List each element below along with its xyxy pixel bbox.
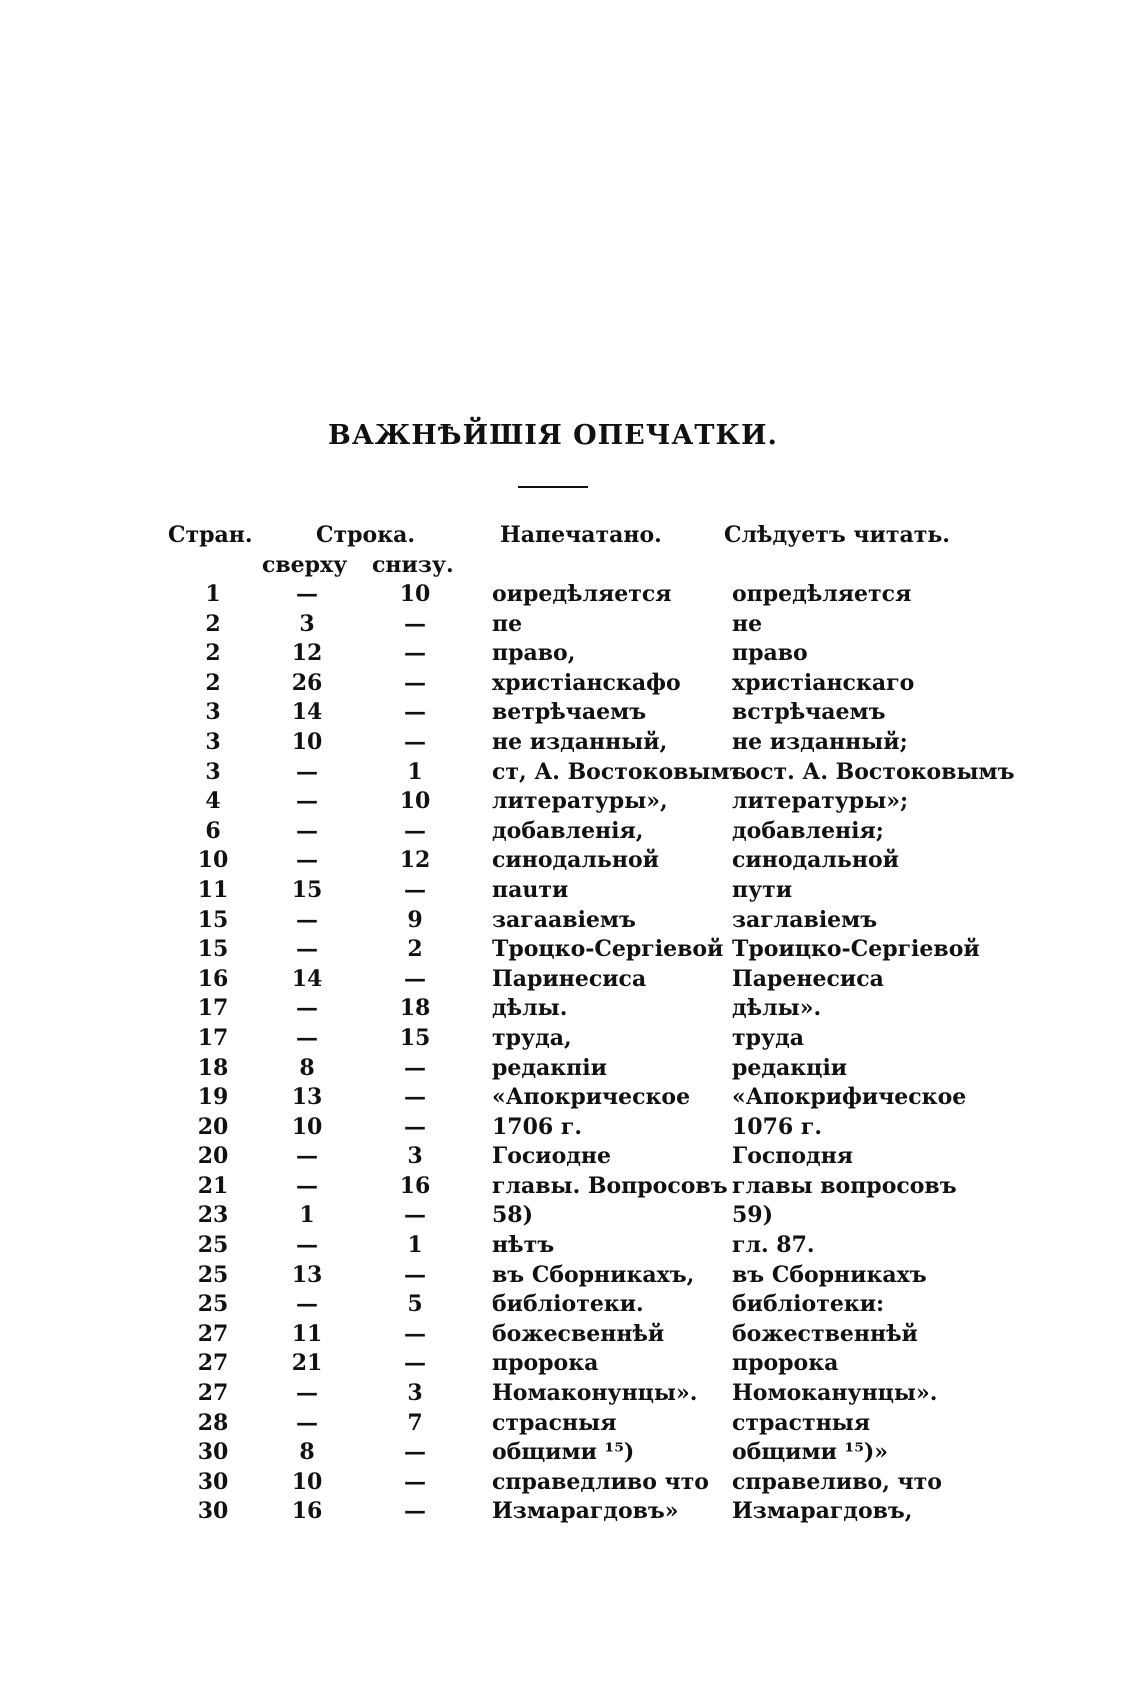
cell-page: 27	[197, 1350, 229, 1377]
cell-should-read: пути	[732, 876, 793, 903]
table-row	[0, 698, 1140, 728]
cell-printed: ст, А. Востоковымъ	[492, 758, 747, 785]
table-row	[0, 1320, 1140, 1350]
cell-from-top: —	[296, 936, 318, 963]
cell-printed: главы. Вопросовъ	[492, 1172, 728, 1199]
table-row	[0, 846, 1140, 876]
cell-should-read: редакціи	[732, 1054, 848, 1081]
cell-printed: божесвеннѣй	[492, 1320, 665, 1347]
table-row	[0, 1349, 1140, 1379]
table-row	[0, 1201, 1140, 1231]
cell-from-bottom: —	[404, 1113, 426, 1140]
cell-page: 20	[197, 1113, 229, 1140]
table-row	[0, 669, 1140, 699]
cell-printed: пе	[492, 610, 523, 637]
cell-printed: Паринесиса	[492, 965, 647, 992]
cell-from-top: 21	[291, 1350, 323, 1377]
errata-table	[0, 580, 1140, 1527]
cell-page: 2	[205, 669, 221, 696]
cell-should-read: дѣлы».	[732, 995, 822, 1022]
cell-from-bottom: 10	[399, 581, 431, 607]
cell-from-top: —	[296, 995, 318, 1022]
cell-from-top: —	[296, 1172, 318, 1199]
cell-page: 18	[197, 1054, 229, 1081]
cell-from-top: —	[296, 1380, 318, 1407]
cell-from-bottom: 16	[399, 1172, 431, 1199]
cell-from-bottom: 3	[407, 1380, 423, 1407]
cell-printed: литературы»,	[492, 788, 668, 815]
cell-from-bottom: 15	[399, 1024, 431, 1051]
page-title: ВАЖНѢЙШІЯ ОПЕЧАТКИ.	[328, 420, 778, 451]
cell-page: 11	[197, 876, 229, 903]
header-from-top: сверху	[262, 552, 348, 578]
cell-printed: ветрѣчаемъ	[492, 699, 647, 726]
cell-printed: добавленія,	[492, 817, 644, 844]
cell-page: 15	[197, 906, 229, 933]
table-row	[0, 965, 1140, 995]
cell-page: 3	[205, 699, 221, 726]
cell-printed: редакпіи	[492, 1054, 607, 1081]
cell-printed: 58)	[492, 1202, 534, 1229]
cell-from-top: 26	[291, 669, 323, 696]
cell-printed: синодальной	[492, 847, 659, 874]
cell-from-top: 14	[291, 965, 323, 992]
table-row	[0, 906, 1140, 936]
cell-page: 2	[205, 610, 221, 637]
cell-page: 3	[205, 728, 221, 755]
cell-printed: въ Сборникахъ,	[492, 1261, 695, 1288]
cell-page: 16	[197, 965, 229, 992]
table-row	[0, 610, 1140, 640]
cell-from-top: —	[296, 1291, 318, 1318]
cell-from-top: 15	[291, 876, 323, 903]
cell-should-read: страстныя	[732, 1409, 871, 1436]
table-row	[0, 580, 1140, 610]
table-row	[0, 728, 1140, 758]
table-row	[0, 1438, 1140, 1468]
cell-printed: пророка	[492, 1350, 599, 1377]
cell-should-read: опредѣляется	[732, 581, 912, 607]
cell-should-read: общими ¹⁵)»	[732, 1439, 888, 1466]
cell-should-read: сост. А. Востоковымъ	[732, 758, 1015, 785]
cell-page: 17	[197, 1024, 229, 1051]
cell-should-read: въ Сборникахъ	[732, 1261, 927, 1288]
cell-from-bottom: —	[404, 699, 426, 726]
table-row	[0, 1172, 1140, 1202]
table-row	[0, 1054, 1140, 1084]
cell-printed: библіотеки.	[492, 1291, 644, 1318]
cell-from-bottom: 12	[399, 847, 431, 874]
cell-should-read: синодальной	[732, 847, 899, 874]
header-from-bottom: снизу.	[372, 552, 454, 578]
cell-from-top: 3	[299, 610, 315, 637]
cell-should-read: добавленія;	[732, 817, 884, 844]
table-row	[0, 876, 1140, 906]
table-row	[0, 817, 1140, 847]
cell-from-bottom: —	[404, 965, 426, 992]
cell-page: 23	[197, 1202, 229, 1229]
cell-should-read: заглавіемъ	[732, 906, 878, 933]
header-page: Стран.	[168, 522, 253, 548]
cell-page: 30	[197, 1468, 229, 1495]
cell-from-bottom: 1	[407, 758, 423, 785]
cell-page: 19	[197, 1084, 229, 1111]
cell-printed: право,	[492, 640, 576, 667]
cell-page: 2	[205, 640, 221, 667]
cell-from-bottom: —	[404, 1320, 426, 1347]
cell-printed: справедливо что	[492, 1468, 709, 1495]
cell-from-top: —	[296, 1024, 318, 1051]
cell-from-bottom: 1	[407, 1232, 423, 1259]
cell-from-bottom: —	[404, 1084, 426, 1111]
cell-from-top: —	[296, 788, 318, 815]
cell-from-bottom: —	[404, 728, 426, 755]
cell-page: 15	[197, 936, 229, 963]
cell-should-read: не изданный;	[732, 728, 908, 755]
table-row	[0, 1024, 1140, 1054]
cell-printed: христіанскафо	[492, 669, 681, 696]
table-row	[0, 1409, 1140, 1439]
cell-page: 1	[205, 581, 221, 607]
header-should-read: Слѣдуетъ читать.	[724, 522, 950, 548]
header-line: Строка.	[316, 522, 415, 548]
table-row	[0, 1497, 1140, 1527]
cell-from-bottom: 5	[407, 1291, 423, 1318]
cell-from-bottom: —	[404, 1439, 426, 1466]
table-row	[0, 639, 1140, 669]
cell-page: 30	[197, 1439, 229, 1466]
title-rule	[518, 486, 588, 488]
table-row	[0, 1468, 1140, 1498]
cell-from-bottom: —	[404, 1498, 426, 1525]
cell-from-bottom: —	[404, 1054, 426, 1081]
cell-from-bottom: 7	[407, 1409, 423, 1436]
cell-should-read: справеливо, что	[732, 1468, 942, 1495]
table-row	[0, 1142, 1140, 1172]
header-printed: Напечатано.	[500, 522, 662, 548]
cell-from-bottom: —	[404, 610, 426, 637]
cell-should-read: труда	[732, 1024, 805, 1051]
cell-printed: труда,	[492, 1024, 572, 1051]
cell-page: 27	[197, 1320, 229, 1347]
cell-printed: дѣлы.	[492, 995, 568, 1022]
cell-from-top: 16	[291, 1498, 323, 1525]
cell-from-top: —	[296, 1143, 318, 1170]
cell-from-top: 10	[291, 728, 323, 755]
cell-from-bottom: —	[404, 669, 426, 696]
cell-page: 25	[197, 1291, 229, 1318]
cell-printed: Троцко-Сергіевой	[492, 936, 724, 963]
cell-should-read: гл. 87.	[732, 1232, 815, 1259]
cell-page: 10	[197, 847, 229, 874]
cell-printed: оиредѣляется	[492, 581, 672, 607]
table-row	[0, 1261, 1140, 1291]
cell-should-read: литературы»;	[732, 788, 909, 815]
cell-printed: Госиодне	[492, 1143, 612, 1170]
cell-page: 4	[205, 788, 221, 815]
cell-from-bottom: —	[404, 1261, 426, 1288]
cell-should-read: встрѣчаемъ	[732, 699, 886, 726]
table-row	[0, 758, 1140, 788]
cell-printed: нѣтъ	[492, 1232, 555, 1259]
cell-printed: «Апокрическое	[492, 1084, 691, 1111]
cell-printed: не изданный,	[492, 728, 668, 755]
cell-from-top: —	[296, 1409, 318, 1436]
cell-printed: Номаконунцы».	[492, 1380, 698, 1407]
cell-from-bottom: 2	[407, 936, 423, 963]
cell-page: 25	[197, 1232, 229, 1259]
cell-page: 21	[197, 1172, 229, 1199]
cell-from-bottom: 10	[399, 788, 431, 815]
cell-from-bottom: —	[404, 640, 426, 667]
cell-page: 20	[197, 1143, 229, 1170]
cell-page: 28	[197, 1409, 229, 1436]
cell-from-bottom: 9	[407, 906, 423, 933]
cell-should-read: право	[732, 640, 808, 667]
cell-from-top: 10	[291, 1113, 323, 1140]
table-row	[0, 994, 1140, 1024]
cell-printed: загаавіемъ	[492, 906, 636, 933]
cell-from-top: 1	[299, 1202, 315, 1229]
cell-from-bottom: 18	[399, 995, 431, 1022]
cell-from-bottom: —	[404, 1202, 426, 1229]
cell-should-read: не	[732, 610, 763, 637]
cell-should-read: 59)	[732, 1202, 774, 1229]
cell-from-bottom: —	[404, 1350, 426, 1377]
cell-should-read: Измарагдовъ,	[732, 1498, 913, 1525]
cell-from-bottom: —	[404, 876, 426, 903]
cell-from-top: 14	[291, 699, 323, 726]
cell-should-read: 1076 г.	[732, 1113, 823, 1140]
cell-from-top: —	[296, 847, 318, 874]
table-row	[0, 1113, 1140, 1143]
cell-from-bottom: —	[404, 817, 426, 844]
cell-from-top: 10	[291, 1468, 323, 1495]
cell-page: 27	[197, 1380, 229, 1407]
cell-from-top: —	[296, 758, 318, 785]
table-row	[0, 1379, 1140, 1409]
cell-from-top: 8	[299, 1439, 315, 1466]
cell-should-read: пророка	[732, 1350, 839, 1377]
table-row	[0, 1231, 1140, 1261]
cell-printed: страсныя	[492, 1409, 617, 1436]
cell-from-top: —	[296, 906, 318, 933]
cell-from-bottom: 3	[407, 1143, 423, 1170]
cell-from-bottom: —	[404, 1468, 426, 1495]
cell-should-read: христіанскаго	[732, 669, 915, 696]
table-row	[0, 935, 1140, 965]
table-row	[0, 787, 1140, 817]
cell-should-read: Номоканунцы».	[732, 1380, 938, 1407]
cell-should-read: «Апокрифическое	[732, 1084, 967, 1111]
cell-should-read: главы вопросовъ	[732, 1172, 957, 1199]
cell-page: 17	[197, 995, 229, 1022]
table-row	[0, 1083, 1140, 1113]
cell-should-read: божественнѣй	[732, 1320, 918, 1347]
cell-from-top: 13	[291, 1261, 323, 1288]
table-row	[0, 1290, 1140, 1320]
cell-from-top: 13	[291, 1084, 323, 1111]
cell-should-read: Троицко-Сергіевой	[732, 936, 980, 963]
cell-page: 30	[197, 1498, 229, 1525]
cell-printed: пauти	[492, 876, 569, 903]
cell-should-read: библіотеки:	[732, 1291, 885, 1318]
cell-from-top: 12	[291, 640, 323, 667]
cell-should-read: Господня	[732, 1143, 854, 1170]
cell-page: 3	[205, 758, 221, 785]
cell-should-read: Паренесиса	[732, 965, 884, 992]
cell-from-top: —	[296, 817, 318, 844]
cell-from-top: —	[296, 581, 318, 607]
cell-printed: 1706 г.	[492, 1113, 583, 1140]
cell-from-top: 8	[299, 1054, 315, 1081]
cell-from-top: 11	[291, 1320, 323, 1347]
cell-printed: общими ¹⁵)	[492, 1439, 635, 1466]
cell-page: 25	[197, 1261, 229, 1288]
cell-printed: Измарагдовъ»	[492, 1498, 679, 1525]
cell-page: 6	[205, 817, 221, 844]
cell-from-top: —	[296, 1232, 318, 1259]
